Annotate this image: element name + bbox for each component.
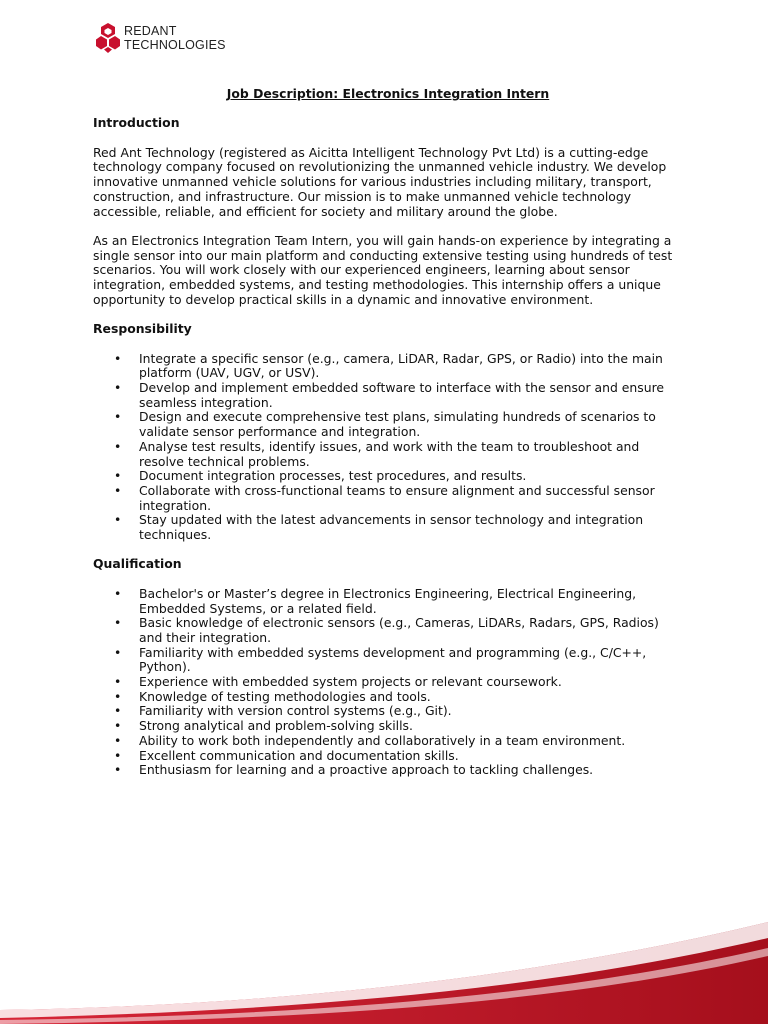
qualification-heading: Qualification (93, 556, 182, 572)
list-item: • Enthusiasm for learning and a proactive approach to tackling challenges. (93, 763, 683, 778)
list-item: • Document integration processes, test procedures, and results. (93, 469, 683, 484)
responsibility-heading: Responsibility (93, 321, 192, 337)
list-item: • Bachelor's or Master’s degree in Electronics Engineering, Electrical Engineering, Embedded Systems, or a related field. (93, 587, 683, 616)
list-item: • Analyse test results, identify issues, and work with the team to troubleshoot and resolve technical problems. (93, 440, 683, 469)
list-item: • Experience with embedded system projects or relevant coursework. (93, 675, 683, 690)
logo-wordmark (124, 24, 226, 52)
redant-logo-icon (96, 22, 120, 54)
logo-line2: TECHNOLOGIES (124, 38, 226, 52)
responsibility-list (93, 352, 683, 543)
list-item: • Strong analytical and problem-solving skills. (93, 719, 683, 734)
list-item: • Integrate a specific sensor (e.g., camera, LiDAR, Radar, GPS, or Radio) into the main platform (UAV, UGV, or USV). (93, 352, 683, 381)
intro-paragraph-1: Red Ant Technology (registered as Aicitta Intelligent Technology Pvt Ltd) is a cutting-edge technology company focused on revolutionizing the unmanned vehicle industry. We develop innovative unmanned vehicle solutions for various industries including military, transport, construction, and infrastructure. Our mission is to make unmanned vehicle technology accessible, reliable, and efficient for society and military around the globe. (93, 144, 667, 219)
list-item: • Develop and implement embedded software to interface with the sensor and ensure seamless integration. (93, 381, 683, 410)
list-item: • Stay updated with the latest advancements in sensor technology and integration techniques. (93, 513, 683, 542)
list-item: • Excellent communication and documentation skills. (93, 749, 683, 764)
list-item: • Collaborate with cross-functional teams to ensure alignment and successful sensor integration. (93, 484, 683, 513)
list-item: • Familiarity with version control systems (e.g., Git). (93, 704, 683, 719)
logo-line1: REDANT (124, 24, 177, 38)
list-item: • Knowledge of testing methodologies and tools. (93, 690, 683, 705)
footer-swoosh (0, 904, 768, 1024)
document-body (93, 87, 683, 793)
intro-paragraph-2: As an Electronics Integration Team Intern, you will gain hands-on experience by integrating a single sensor into our main platform and conducting extensive testing using hundreds of test scenarios. You will work closely with our experienced engineers, learning about sensor integration, embedded systems, and testing methodologies. This internship offers a unique opportunity to develop practical skills in a dynamic and innovative environment. (93, 232, 673, 307)
qualification-list (93, 587, 683, 778)
document-title: Job Description: Electronics Integration Intern (226, 86, 550, 101)
company-logo (96, 22, 226, 54)
list-item: • Ability to work both independently and collaboratively in a team environment. (93, 734, 683, 749)
list-item: • Basic knowledge of electronic sensors (e.g., Cameras, LiDARs, Radars, GPS, Radios) and their integration. (93, 616, 683, 645)
list-item: • Design and execute comprehensive test plans, simulating hundreds of scenarios to validate sensor performance and integration. (93, 410, 683, 439)
list-item: • Familiarity with embedded systems development and programming (e.g., C/C++, Python). (93, 646, 683, 675)
introduction-heading: Introduction (93, 115, 180, 131)
